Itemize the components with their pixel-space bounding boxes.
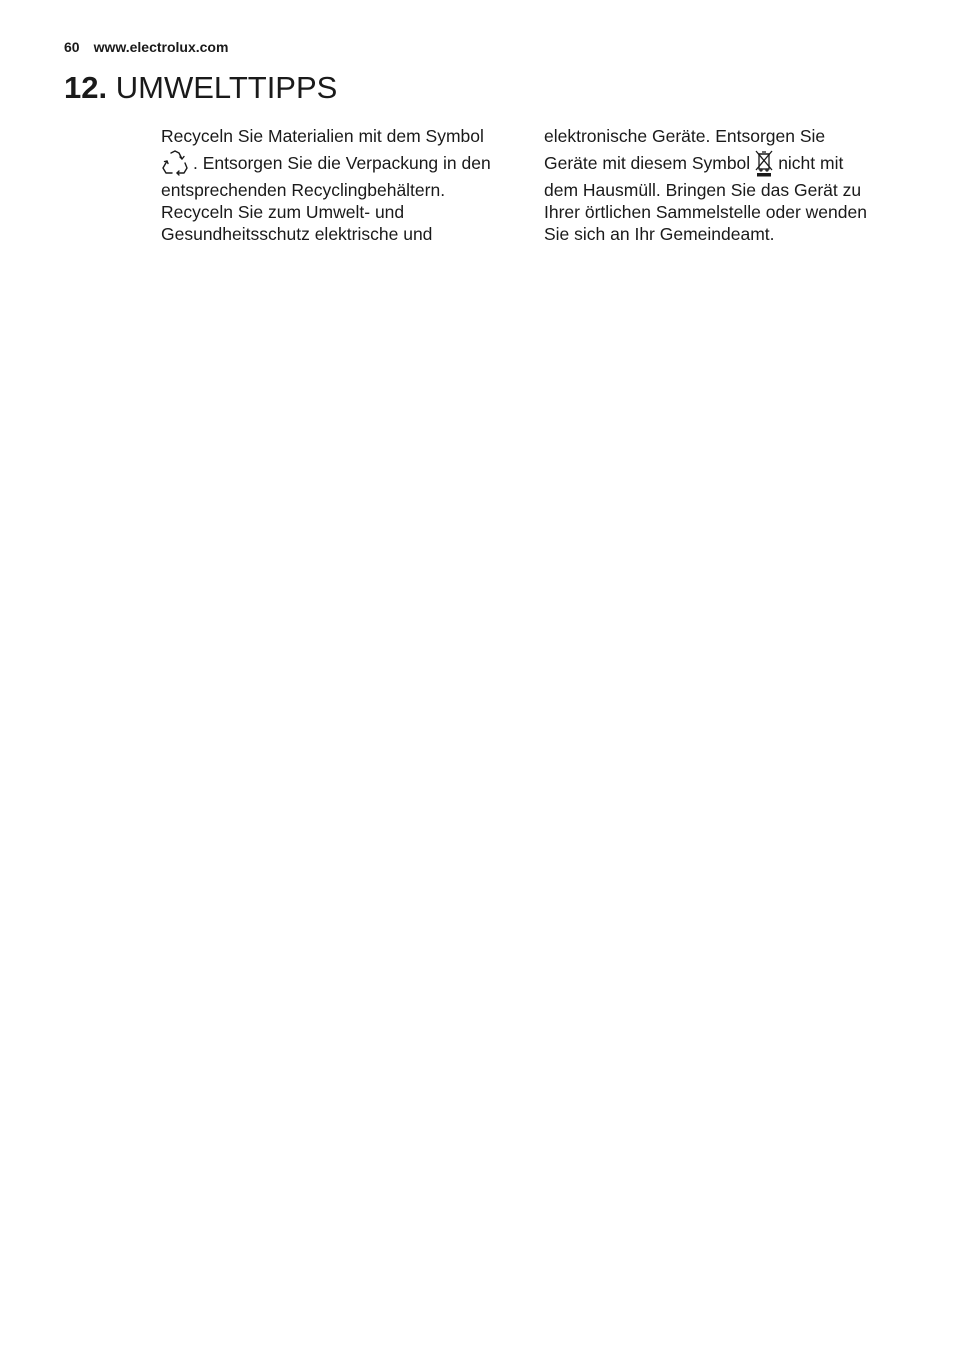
text-line: Recyceln Sie Materialien mit dem Symbol bbox=[161, 126, 484, 146]
page-header bbox=[64, 39, 228, 55]
crossed-bin-icon bbox=[754, 149, 774, 177]
text-line: Sie sich an Ihr Gemeindeamt. bbox=[544, 224, 775, 244]
section-title bbox=[64, 70, 337, 106]
text-line: Ihrer örtlichen Sammelstelle oder wenden bbox=[544, 202, 867, 222]
section-title-text: UMWELTTIPPS bbox=[115, 70, 338, 105]
text-line: Recyceln Sie zum Umwelt- und bbox=[161, 202, 405, 222]
text-line: entsprechenden Recyclingbehältern. bbox=[161, 180, 446, 200]
section-number: 12. bbox=[64, 70, 108, 105]
text-line-fragment: Geräte mit diesem Symbol bbox=[544, 153, 751, 173]
text-column-left bbox=[161, 125, 521, 245]
text-column-right bbox=[544, 125, 904, 245]
recycle-icon bbox=[161, 149, 189, 177]
text-line-with-icon bbox=[544, 147, 904, 179]
text-line-fragment: nicht mit bbox=[778, 153, 844, 173]
text-line-with-icon bbox=[161, 147, 521, 179]
text-line: dem Hausmüll. Bringen Sie das Gerät zu bbox=[544, 180, 862, 200]
text-line: elektronische Geräte. Entsorgen Sie bbox=[544, 126, 826, 146]
website-url: www.electrolux.com bbox=[93, 39, 229, 55]
text-line-fragment: . Entsorgen Sie die Verpackung in den bbox=[193, 153, 491, 173]
page-number: 60 bbox=[64, 39, 80, 55]
text-line: Gesundheitsschutz elektrische und bbox=[161, 224, 433, 244]
